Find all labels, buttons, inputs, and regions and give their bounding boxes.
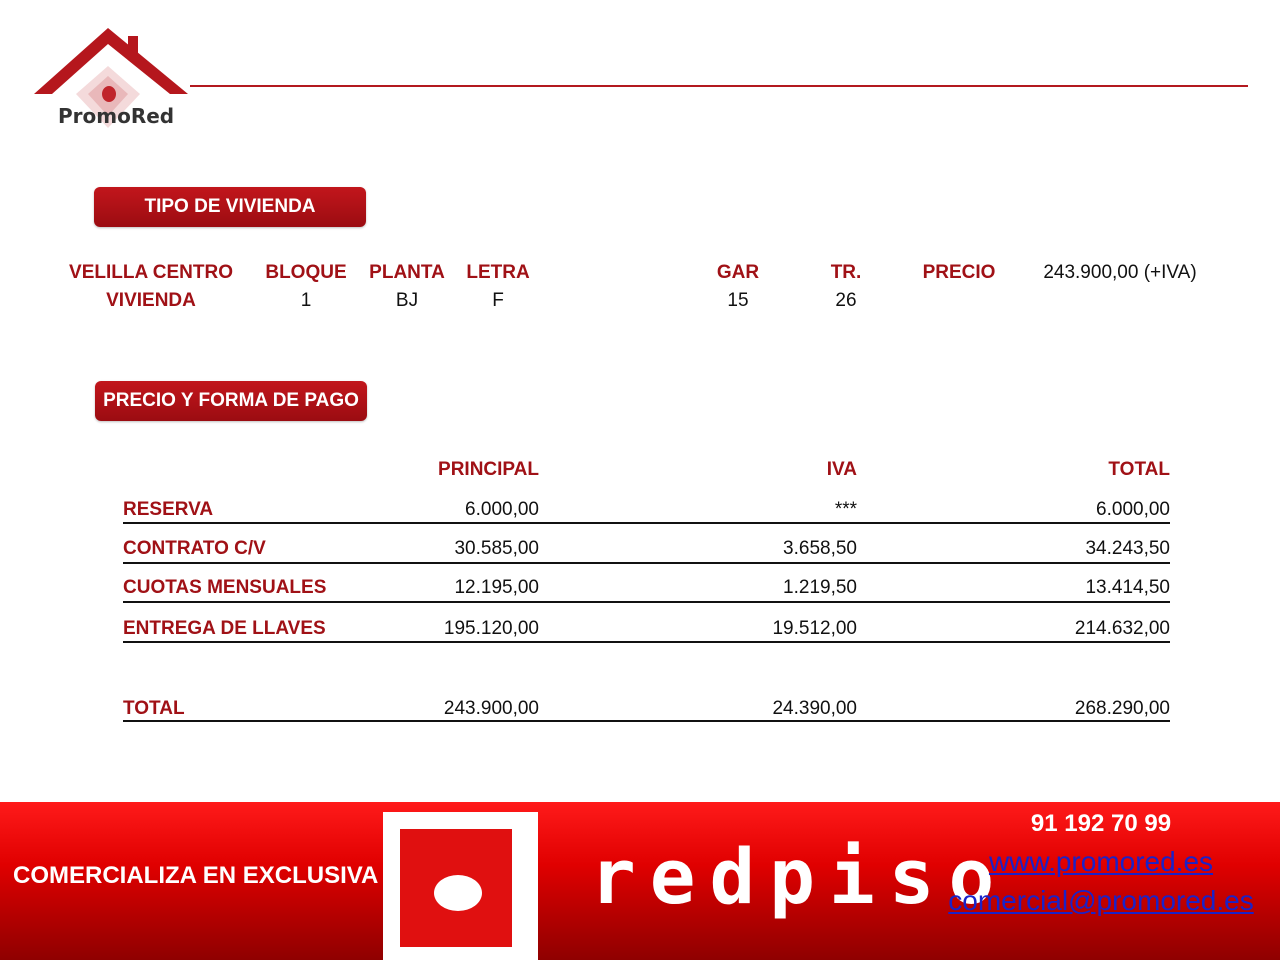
- footer-web-link[interactable]: www.promored.es: [988, 846, 1214, 877]
- row-iva: 1.219,50: [783, 577, 857, 598]
- row-total: 13.414,50: [1085, 577, 1170, 598]
- value-bloque: 1: [300, 290, 312, 311]
- header-divider: [190, 85, 1248, 87]
- total-label: TOTAL: [123, 698, 185, 719]
- precio-value: 243.900,00 (+IVA): [1043, 262, 1197, 283]
- col-iva: IVA: [826, 459, 857, 480]
- row-iva: ***: [834, 499, 857, 520]
- footer-banner: [0, 802, 1280, 960]
- header-tr: TR.: [830, 262, 862, 283]
- row-total: 214.632,00: [1074, 618, 1170, 639]
- row-principal: 6.000,00: [465, 499, 539, 520]
- row-principal: 195.120,00: [443, 618, 539, 639]
- row-iva: 19.512,00: [772, 618, 857, 639]
- row-principal: 12.195,00: [454, 577, 539, 598]
- header-letra: LETRA: [466, 262, 530, 283]
- row-principal: 30.585,00: [454, 538, 539, 559]
- header-planta: PLANTA: [369, 262, 445, 283]
- row-total: 34.243,50: [1085, 538, 1170, 559]
- brand-name: PromoRed: [58, 104, 175, 128]
- col-total: TOTAL: [1108, 459, 1170, 480]
- header-promocion: VELILLA CENTRO: [69, 262, 233, 283]
- header-bloque: BLOQUE: [265, 262, 347, 283]
- section-precio-pago: PRECIO Y FORMA DE PAGO: [95, 381, 367, 421]
- row-divider: [123, 641, 1170, 643]
- section-tipo-vivienda: TIPO DE VIVIENDA: [94, 187, 366, 227]
- row-divider: [123, 522, 1170, 524]
- total-total: 268.290,00: [1074, 698, 1170, 719]
- row-iva: 3.658,50: [783, 538, 857, 559]
- redpiso-square-icon: [397, 826, 515, 950]
- redpiso-dot-icon: [434, 875, 482, 911]
- row-label: RESERVA: [123, 499, 214, 520]
- value-tipo: VIVIENDA: [106, 290, 196, 311]
- redpiso-logo-mark: [383, 812, 538, 960]
- total-principal: 243.900,00: [443, 698, 539, 719]
- row-label: CUOTAS MENSUALES: [123, 577, 327, 598]
- row-divider: [123, 562, 1170, 564]
- footer-exclusive-text: COMERCIALIZA EN EXCLUSIVA: [13, 862, 379, 889]
- total-iva: 24.390,00: [772, 698, 857, 719]
- footer-email-link[interactable]: comercial@promored.es: [948, 885, 1254, 916]
- row-label: CONTRATO C/V: [123, 538, 266, 559]
- value-gar: 15: [727, 290, 749, 311]
- header-precio: PRECIO: [922, 262, 996, 283]
- value-letra: F: [492, 290, 504, 311]
- total-divider: [123, 720, 1170, 722]
- col-principal: PRINCIPAL: [438, 459, 539, 480]
- promored-logo: [30, 22, 190, 140]
- row-label: ENTREGA DE LLAVES: [123, 618, 326, 639]
- row-total: 6.000,00: [1096, 499, 1170, 520]
- header-gar: GAR: [716, 262, 760, 283]
- redpiso-wordmark: redpiso: [590, 832, 1009, 921]
- footer-phone: 91 192 70 99: [1030, 810, 1172, 837]
- value-tr: 26: [835, 290, 857, 311]
- value-planta: BJ: [395, 290, 419, 311]
- row-divider: [123, 601, 1170, 603]
